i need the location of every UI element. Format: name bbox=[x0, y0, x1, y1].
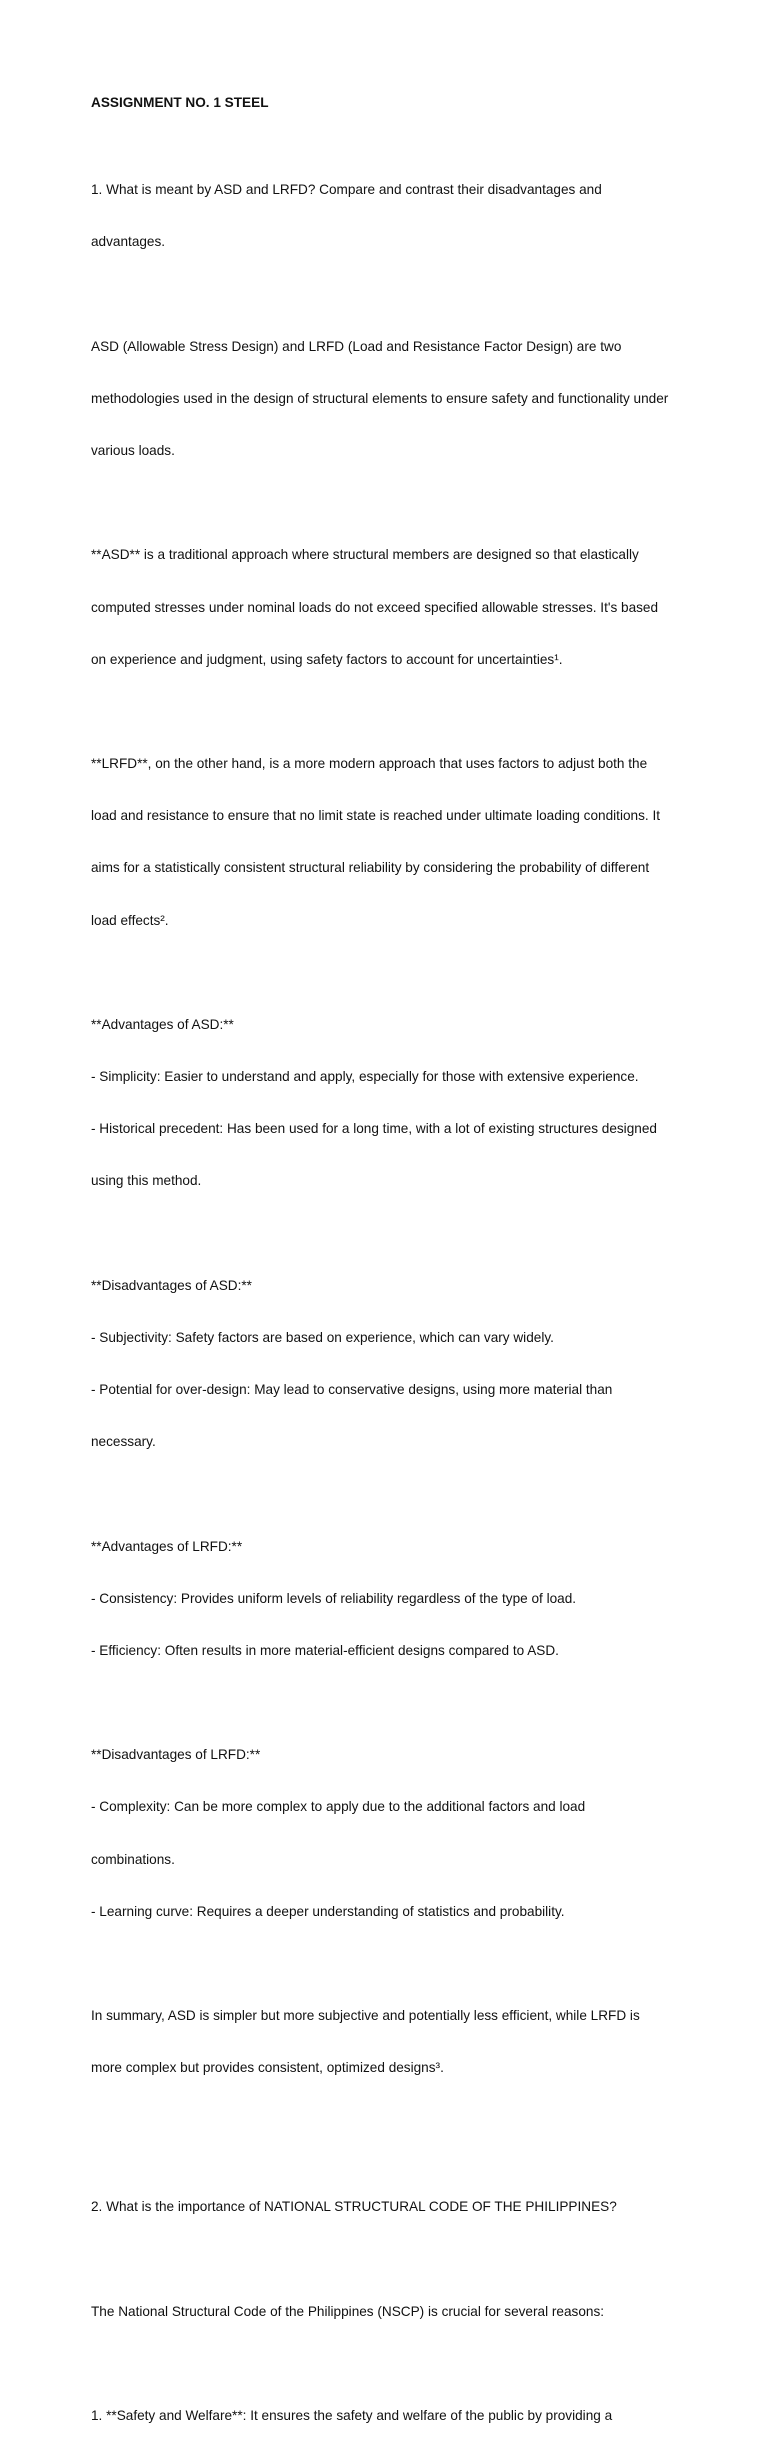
q2-point-1 bbox=[91, 2372, 691, 2459]
list-heading: **Advantages of ASD:** bbox=[91, 1016, 234, 1032]
text-line: 2. What is the importance of NATIONAL STRUCTURAL CODE OF THE PHILIPPINES? bbox=[91, 2199, 617, 2215]
advantages-lrfd-list bbox=[91, 1503, 691, 1694]
list-item: - Simplicity: Easier to understand and apply, especially for those with extensive experience. bbox=[91, 1069, 639, 1085]
question-1 bbox=[91, 146, 691, 285]
list-item: - Efficiency: Often results in more material-efficient designs compared to ASD. bbox=[91, 1643, 559, 1659]
lrfd-paragraph bbox=[91, 720, 691, 964]
list-item: - Potential for over-design: May lead to conservative designs, using more material than bbox=[91, 1382, 613, 1398]
list-item: - Consistency: Provides uniform levels of reliability regardless of the type of load. bbox=[91, 1590, 577, 1606]
text-line: **LRFD**, on the other hand, is a more modern approach that uses factors to adjust both the bbox=[91, 755, 648, 771]
list-item: - Historical precedent: Has been used for a long time, with a lot of existing structures designed bbox=[91, 1121, 657, 1137]
document-title: ASSIGNMENT NO. 1 STEEL bbox=[91, 95, 269, 110]
disadvantages-asd-list bbox=[91, 1242, 691, 1486]
disadvantages-lrfd-list bbox=[91, 1711, 691, 1955]
text-line: load effects². bbox=[91, 912, 169, 928]
list-item: using this method. bbox=[91, 1173, 202, 1189]
text-line: 1. **Safety and Welfare**: It ensures the safety and welfare of the public by providing a bbox=[91, 2407, 613, 2423]
document-page bbox=[91, 94, 691, 2459]
q2-intro-paragraph bbox=[91, 2268, 691, 2355]
text-line: on experience and judgment, using safety factors to account for uncertainties¹. bbox=[91, 651, 563, 667]
text-line: ASD (Allowable Stress Design) and LRFD (Load and Resistance Factor Design) are two bbox=[91, 338, 622, 354]
text-line: 1. What is meant by ASD and LRFD? Compare and contrast their disadvantages and bbox=[91, 182, 602, 198]
text-line: methodologies used in the design of structural elements to ensure safety and functionality under bbox=[91, 390, 669, 406]
text-line: The National Structural Code of the Philippines (NSCP) is crucial for several reasons: bbox=[91, 2303, 605, 2319]
text-line: load and resistance to ensure that no limit state is reached under ultimate loading conditions. It bbox=[91, 808, 661, 824]
text-line: computed stresses under nominal loads do not exceed specified allowable stresses. It's based bbox=[91, 599, 659, 615]
list-item: - Learning curve: Requires a deeper understanding of statistics and probability. bbox=[91, 1903, 565, 1919]
text-line: more complex but provides consistent, optimized designs³. bbox=[91, 2060, 444, 2076]
text-line: **ASD** is a traditional approach where structural members are designed so that elastically bbox=[91, 547, 639, 563]
text-line: aims for a statistically consistent structural reliability by considering the probability of different bbox=[91, 860, 650, 876]
list-item: necessary. bbox=[91, 1434, 156, 1450]
text-line: advantages. bbox=[91, 234, 166, 250]
list-heading: **Advantages of LRFD:** bbox=[91, 1538, 243, 1554]
list-heading: **Disadvantages of ASD:** bbox=[91, 1277, 252, 1293]
list-item: - Complexity: Can be more complex to apply due to the additional factors and load bbox=[91, 1799, 586, 1815]
list-item: - Subjectivity: Safety factors are based on experience, which can vary widely. bbox=[91, 1329, 554, 1345]
list-heading: **Disadvantages of LRFD:** bbox=[91, 1747, 261, 1763]
summary-paragraph bbox=[91, 1972, 691, 2111]
advantages-asd-list bbox=[91, 981, 691, 1225]
q1-intro-paragraph bbox=[91, 303, 691, 494]
list-item: combinations. bbox=[91, 1851, 175, 1867]
text-line: various loads. bbox=[91, 443, 175, 459]
asd-paragraph bbox=[91, 511, 691, 702]
question-2 bbox=[91, 2164, 691, 2251]
text-line: In summary, ASD is simpler but more subjective and potentially less efficient, while LRFD is bbox=[91, 2008, 640, 2024]
